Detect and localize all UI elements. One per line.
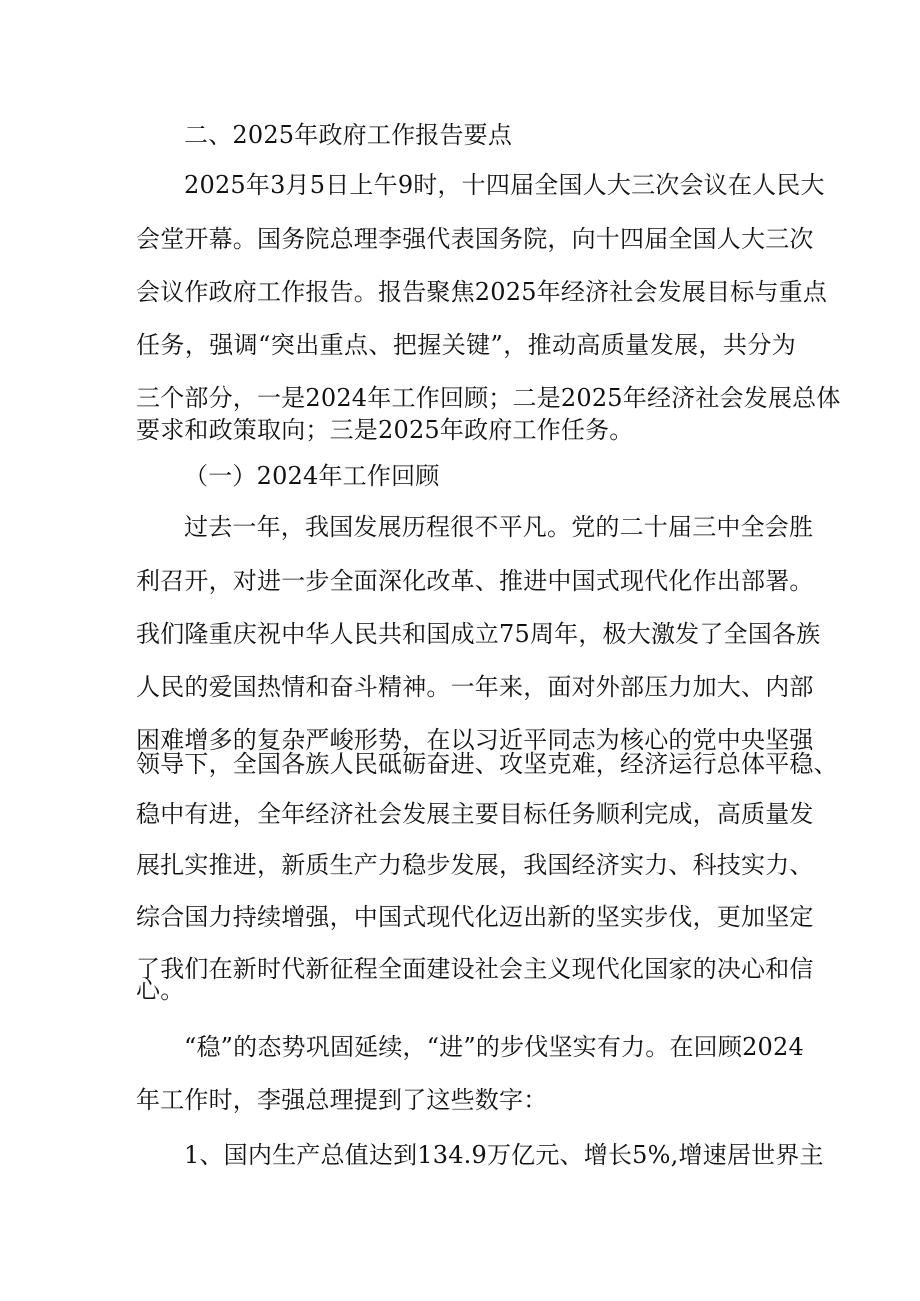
paragraph-line: 会议作政府工作报告。报告聚焦2025年经济社会发展目标与重点 xyxy=(136,278,828,306)
paragraph-line: 了我们在新时代新征程全面建设社会主义现代化国家的决心和信 xyxy=(136,955,814,983)
paragraph-line: 人民的爱国热情和奋斗精神。一年来，面对外部压力加大、内部 xyxy=(136,673,814,701)
list-item-1: 1、国内生产总值达到134.9万亿元、增长5%,增速居世界主 xyxy=(184,1141,824,1169)
section-heading: 二、2025年政府工作报告要点 xyxy=(184,121,513,149)
paragraph-line: 过去一年，我国发展历程很不平凡。党的二十届三中全会胜 xyxy=(184,513,814,541)
paragraph-line: 展扎实推进，新质生产力稳步发展，我国经济实力、科技实力、 xyxy=(136,851,814,879)
paragraph-line: 困难增多的复杂严峻形势，在以习近平同志为核心的党中央坚强 xyxy=(136,726,814,754)
paragraph-line: 2025年3月5日上午9时，十四届全国人大三次会议在人民大 xyxy=(184,171,825,199)
paragraph-line: 会堂开幕。国务院总理李强代表国务院，向十四届全国人大三次 xyxy=(136,225,814,253)
paragraph-line: 综合国力持续增强，中国式现代化迈出新的坚实步伐，更加坚定 xyxy=(136,903,814,931)
subsection-heading: （一）2024年工作回顾 xyxy=(184,462,440,490)
paragraph-line: 三个部分，一是2024年工作回顾；二是2025年经济社会发展总体 xyxy=(136,384,841,412)
paragraph-line: 利召开，对进一步全面深化改革、推进中国式现代化作出部署。 xyxy=(136,567,814,595)
paragraph-line: 稳中有进，全年经济社会发展主要目标任务顺利完成，高质量发 xyxy=(136,800,814,828)
paragraph-line: 领导下，全国各族人民砥砺奋进、攻坚克难，经济运行总体平稳、 xyxy=(136,750,838,778)
paragraph-line: 年工作时，李强总理提到了这些数字： xyxy=(136,1086,548,1114)
paragraph-line: 我们隆重庆祝中华人民共和国成立75周年，极大激发了全国各族 xyxy=(136,620,821,648)
paragraph-line: “稳”的态势巩固延续，“进”的步伐坚实有力。在回顾2024 xyxy=(184,1033,804,1061)
paragraph-line: 任务，强调“突出重点、把握关键”，推动高质量发展，共分为 xyxy=(136,331,796,359)
paragraph-line: 要求和政策取向；三是2025年政府工作任务。 xyxy=(136,416,634,444)
paragraph-line: 心。 xyxy=(136,976,185,1004)
